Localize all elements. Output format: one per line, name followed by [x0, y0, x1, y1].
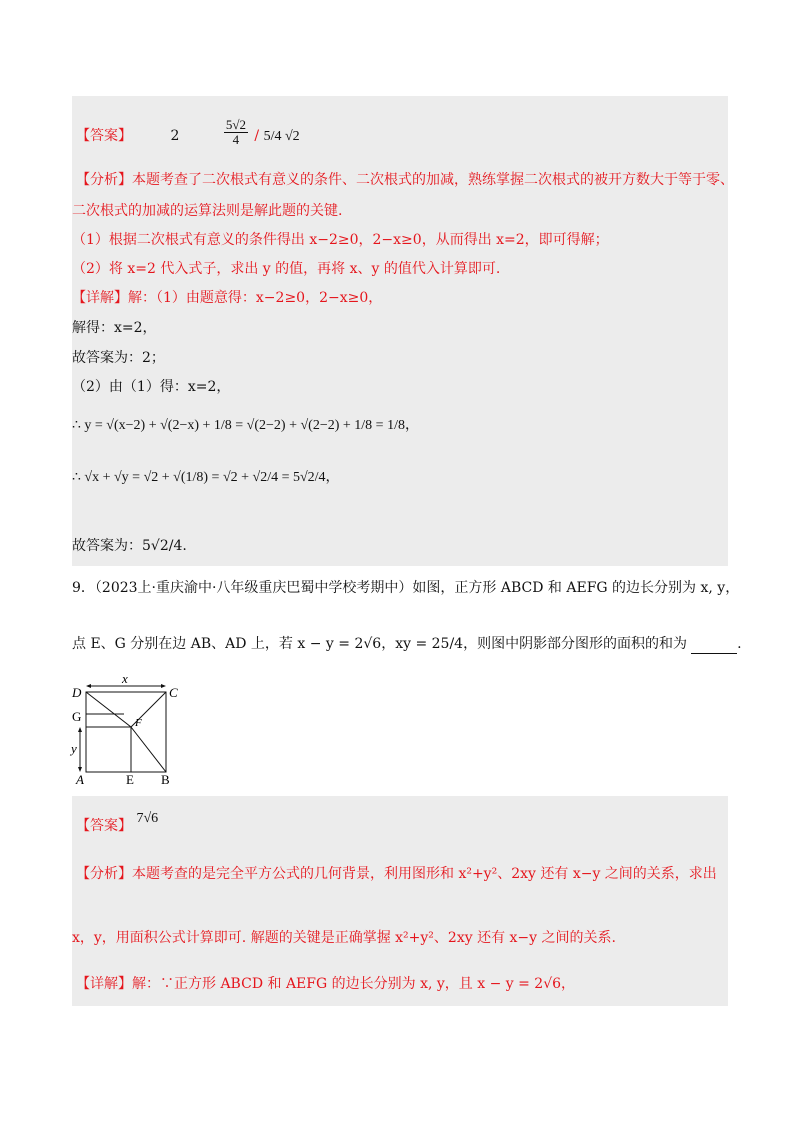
detail-line-1 [72, 288, 382, 308]
detail-line-6: ∴ √x + √y = √2 + √(1/8) = √2 + √2/4 = 5√2/4， [72, 470, 340, 485]
label-a: A [76, 772, 84, 786]
line-d-f [86, 692, 131, 727]
detail-line-4: （2）由（1）得：x=2， [72, 379, 231, 395]
label-e: E [126, 772, 134, 786]
analysis-step-1: （1）根据二次根式有意义的条件得出 x−2≥0，2−x≥0，从而得出 x=2，即可得解； [72, 232, 609, 248]
fraction-denominator: 4 [232, 132, 240, 147]
fraction-numerator: 5√2 [225, 117, 246, 132]
answer-row-2 [76, 811, 159, 837]
square-figure [68, 674, 208, 786]
arrowhead-left [86, 684, 91, 688]
label-y: y [71, 741, 77, 756]
answer-label-2: 【答案】 [76, 818, 132, 834]
solution-block-1 [72, 96, 728, 566]
arrowhead-right [161, 684, 166, 688]
label-x: x [122, 674, 128, 686]
line-f-b [131, 727, 166, 772]
question-9-line-1: 9．（2023上·重庆渝中·八年级重庆巴蜀中学校考期中）如图，正方形 ABCD 和 AEFG 的边长分别为 x, y， [72, 580, 740, 596]
label-f: F [135, 717, 142, 729]
detail-line-2: 解得：x=2， [72, 320, 157, 336]
detail-line-5: ∴ y = √(x−2) + √(2−x) + 1/8 = √(2−2) + √(2−2) + 1/8 = 1/8， [72, 418, 419, 433]
answer-value-2: 7√6 [136, 811, 159, 826]
detail-text-1: 【详解】解：（1）由题意得：x−2≥0，2−x≥0， [72, 290, 383, 306]
answer-separator: / [254, 128, 260, 144]
analysis-line-1: 【分析】本题考查了二次根式有意义的条件、二次根式的加减，熟练掌握二次根式的被开方数大于等于零、 [76, 172, 734, 188]
detail-text-b1: 【详解】解：∵正方形 ABCD 和 AEFG 的边长分别为 x, y，且 x − y = 2√6， [76, 976, 576, 992]
label-c: C [169, 685, 178, 700]
answer-value-3: 5/4 √2 [263, 129, 300, 144]
question-9-line-2: 点 E、G 分别在边 AB、AD 上，若 x − y = 2√6，xy = 25/4，则图中阴影部分图形的面积的和为 . [72, 636, 742, 652]
arrowhead-top [78, 727, 82, 732]
detail-line-7: 故答案为：5√2/4. [72, 538, 187, 554]
analysis-line-b2: x，y，用面积公式计算即可. 解题的关键是正确掌握 x²+y²、2xy 还有 x−y 之间的关系. [72, 930, 616, 946]
answer-value-1: 2 [170, 128, 180, 144]
analysis-step-2: （2）将 x=2 代入式子，求出 y 的值，再将 x、y 的值代入计算即可. [72, 261, 501, 277]
answer-row-1 [76, 118, 300, 147]
question-9-text-2: 点 E、G 分别在边 AB、AD 上，若 x − y = 2√6，xy = 25/4，则图中阴影部分图形的面积的和为 [72, 636, 688, 652]
answer-blank [691, 653, 737, 654]
analysis-line-b1: 【分析】本题考查的是完全平方公式的几何背景，利用图形和 x²+y²、2xy 还有 x−y 之间的关系，求出 [76, 866, 717, 882]
detail-line-b1 [76, 974, 575, 994]
analysis-line-2: 二次根式的加减的运算法则是解此题的关键. [72, 203, 343, 219]
label-g: G [72, 709, 82, 724]
label-b: B [161, 772, 170, 786]
label-d: D [72, 685, 82, 700]
answer-label: 【答案】 [76, 128, 132, 144]
answer-fraction [224, 118, 248, 147]
detail-line-3: 故答案为：2； [72, 350, 165, 366]
